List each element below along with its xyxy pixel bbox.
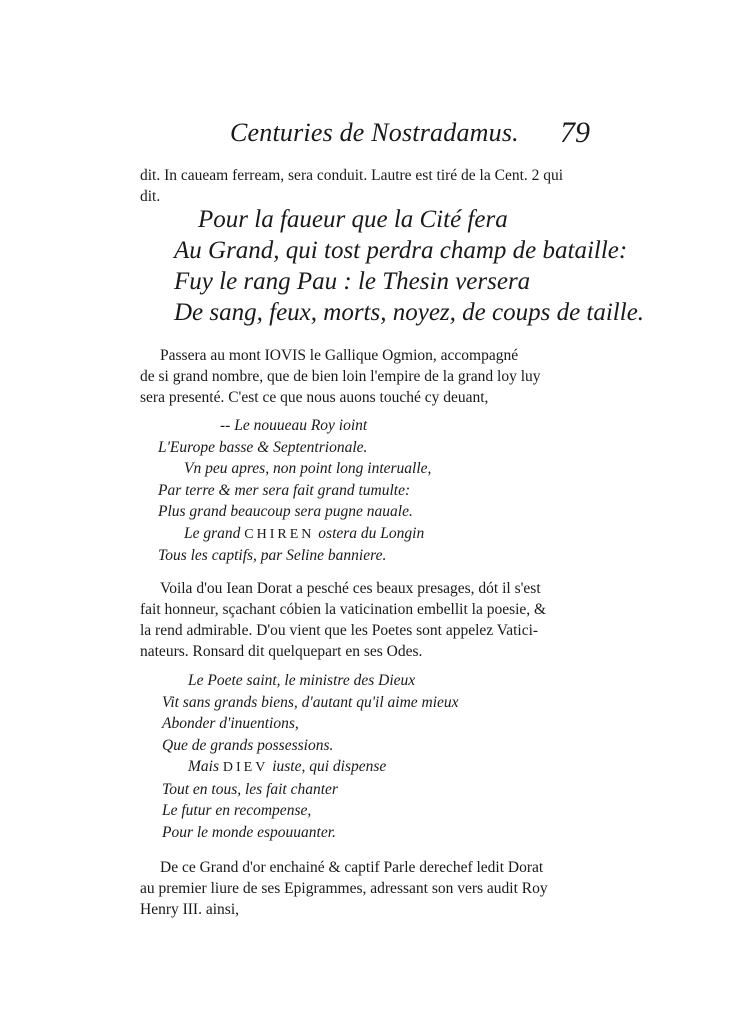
verse-line: Tout en tous, les fait chanter xyxy=(162,780,338,798)
verse-line: Que de grands possessions. xyxy=(162,736,334,754)
text-line: dit. xyxy=(140,188,161,205)
paragraph-2 xyxy=(140,578,590,662)
verse-line: Pour le monde espouuanter. xyxy=(162,823,336,841)
text-line: fait honneur, sçachant cóbien la vaticination embellit la poesie, & xyxy=(140,601,547,618)
text-line: De ce Grand d'or enchainé & captif Parle derechef ledit Dorat xyxy=(160,859,544,876)
quatrain xyxy=(174,204,645,328)
text-line: de si grand nombre, que de bien loin l'empire de la grand loy luy xyxy=(140,368,541,385)
verse-line: Le futur en recompense, xyxy=(162,802,312,819)
text-line: dit. In caueam ferream, sera conduit. Lautre est tiré de la Cent. 2 qui xyxy=(140,167,564,184)
verse-line: Pour la faueur que la Cité fera xyxy=(198,206,508,233)
verse-line: De sang, feux, morts, noyez, de coups de taille. xyxy=(174,299,645,326)
verse-line: -- Le nouueau Roy ioint xyxy=(220,417,368,434)
page-number: 79 xyxy=(560,116,590,149)
text-line: sera presenté. C'est ce que nous auons touché cy deuant, xyxy=(140,389,489,406)
verse-line: Le Poete saint, le ministre des Dieux xyxy=(188,672,416,689)
text-line: Passera au mont IOVIS le Gallique Ogmion, accompagné xyxy=(160,347,519,364)
small-caps-name: DIEV xyxy=(222,760,269,775)
verse-2 xyxy=(162,670,582,843)
verse-line: Au Grand, qui tost perdra champ de bataille: xyxy=(174,237,628,264)
text-line: Henry III. ainsi, xyxy=(140,901,239,918)
verse-line: Plus grand beaucoup sera pugne nauale. xyxy=(158,503,413,520)
text-line: nateurs. Ronsard dit quelquepart en ses Odes. xyxy=(140,643,423,660)
paragraph-1 xyxy=(140,345,590,408)
verse-line: Vit sans grands biens, d'autant qu'il aime mieux xyxy=(162,693,459,711)
verse-fragment: ostera du Longin xyxy=(318,524,425,542)
paragraph-3 xyxy=(140,857,590,920)
text-line: Voila d'ou Iean Dorat a pesché ces beaux presages, dót il s'est xyxy=(160,580,541,597)
text-line: la rend admirable. D'ou vient que les Poetes sont appelez Vatici- xyxy=(140,622,539,639)
verse-line: Abonder d'inuentions, xyxy=(162,715,299,732)
verse-fragment: Mais xyxy=(188,758,219,775)
verse-line: Fuy le rang Pau : le Thesin versera xyxy=(174,268,531,295)
verse-line xyxy=(188,756,582,779)
verse-fragment: iuste, qui dispense xyxy=(272,758,387,775)
running-title: Centuries de Nostradamus. xyxy=(230,118,519,147)
text-line: au premier liure de ses Epigrammes, adressant son vers audit Roy xyxy=(140,880,548,897)
verse-line: Tous les captifs, par Seline banniere. xyxy=(158,547,387,564)
page-header xyxy=(230,118,590,158)
verse-fragment: Le grand xyxy=(184,524,241,542)
verse-line: Par terre & mer sera fait grand tumulte: xyxy=(158,481,411,499)
verse-line: Vn peu apres, non point long interualle, xyxy=(184,460,432,477)
small-caps-name: CHIREN xyxy=(244,526,315,542)
verse-line: L'Europe basse & Septentrionale. xyxy=(158,438,368,456)
intro-text xyxy=(140,165,590,207)
verse-line xyxy=(184,523,578,546)
verse-1 xyxy=(158,415,578,567)
